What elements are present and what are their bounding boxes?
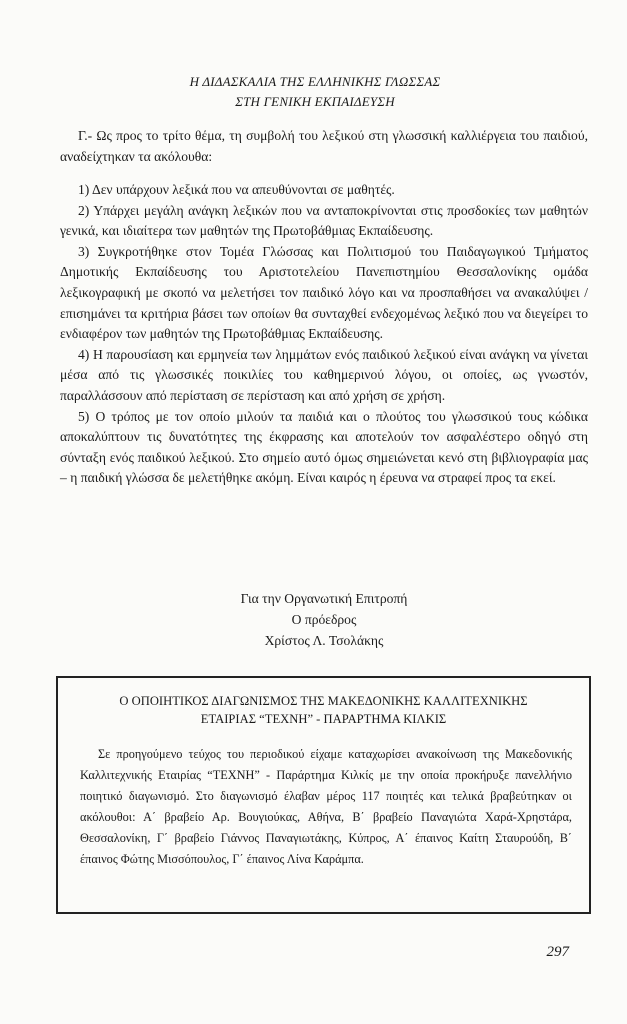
announcement-title-line-2: ΕΤΑΙΡΙΑΣ “ΤΕΧΝΗ” - ΠΑΡΑΡΤΗΜΑ ΚΙΛΚΙΣ bbox=[200, 712, 447, 726]
announcement-box bbox=[56, 676, 591, 914]
signature-role: Ο πρόεδρος bbox=[291, 612, 357, 627]
findings-list bbox=[60, 180, 588, 489]
section-title-line-1: Η ΔΙΔΑΣΚΑΛΙΑ ΤΗΣ ΕΛΛΗΝΙΚΗΣ ΓΛΩΣΣΑΣ bbox=[189, 74, 441, 89]
signature-name: Χρίστος Λ. Τσολάκης bbox=[264, 633, 384, 648]
section-title bbox=[60, 72, 570, 112]
announcement-title bbox=[68, 692, 579, 728]
announcement-title-line-1: Ο ΟΠΟΙΗΤΙΚΟΣ ΔΙΑΓΩΝΙΣΜΟΣ ΤΗΣ ΜΑΚΕΔΟΝΙΚΗΣ ΚΑΛΛΙΤΕΧΝΙΚΗΣ bbox=[119, 694, 528, 708]
page-number: 297 bbox=[546, 944, 569, 960]
intro-paragraph: Γ.- Ως προς το τρίτο θέμα, τη συμβολή του λεξικού στη γλωσσική καλλιέργεια του παιδιού, αναδείχτηκαν τα ακόλουθα: bbox=[60, 128, 588, 164]
signature-committee: Για την Οργανωτική Επιτροπή bbox=[240, 591, 408, 606]
signature-block bbox=[60, 588, 588, 651]
finding-item-3: 3) Συγκροτήθηκε στον Τομέα Γλώσσας και Πολιτισμού του Παιδαγωγικού Τμήματος Δημοτικής Εκπαίδευσης του Αριστοτελείου Πανεπιστημίου Θεσσαλονίκης ομάδα λεξικογραφική με σκοπό να μελετήσει τον παιδικό λόγο και να προσπαθήσει να ανακαλύψει / επισημάνει τα κριτήρια βάσει των οποίων θα συνταχθεί ενδεχομένως λεξικό που να διεγείρει το ενδιαφέρον των μαθητών της Πρωτοβάθμιας Εκπαίδευσης. bbox=[60, 243, 588, 342]
section-title-line-2: ΣΤΗ ΓΕΝΙΚΗ ΕΚΠΑΙΔΕΥΣΗ bbox=[235, 94, 395, 109]
finding-item-1: 1) Δεν υπάρχουν λεξικά που να απευθύνονται σε μαθητές. bbox=[78, 182, 395, 197]
finding-item-4: 4) Η παρουσίαση και ερμηνεία των λημμάτων ενός παιδικού λεξικού είναι ανάγκη να γίνεται μέσα από τις γλωσσικές ποικιλίες του καθημερινού λόγου, οι οποίες, ως γνωστόν, παραλλάσσουν από περίσταση σε περίσταση και από χρήση σε χρήση. bbox=[60, 346, 588, 403]
announcement-body: Σε προηγούμενο τεύχος του περιοδικού είχαμε καταχωρίσει ανακοίνωση της Μακεδονικής Καλλιτεχνικής Εταιρίας “ΤΕΧΝΗ” - Παράρτημα Κιλκίς με την οποία προκήρυξε πανελλήνιο ποιητικό διαγωνισμό. Στο διαγωνισμό έλαβαν μέρος 117 ποιητές και τελικά βραβεύτηκαν οι ακόλουθοι: Α΄ βραβείο Αρ. Βουγιούκας, Αθήνα, Β΄ βραβείο Παναγιώτα Χαρά-Χρηστάρα, Θεσσαλονίκη, Γ΄ βραβείο Γιάννος Παναγιωτάκης, Κύπρος, Α΄ έπαινος Καίτη Σταυρούδη, Β΄ έπαινος Φώτης Μισσόπουλος, Γ΄ έπαινος Λίνα Καράμπα. bbox=[80, 747, 572, 866]
finding-item-5: 5) Ο τρόπος με τον οποίο μιλούν τα παιδιά και ο πλούτος του γλωσσικού τους κώδικα αποκαλύπτουν τις δυνατότητες της έκφρασης και αποτελούν τον ασφαλέστερο οδηγό στη σύνταξη ενός παιδικού λεξικού. Στο σημείο αυτό όμως σημειώνεται κενό στη βιβλιογραφία μας – η παιδική γλώσσα δε μελετήθηκε ακόμη. Είναι καιρός η έρευνα να στραφεί προς τα εκεί. bbox=[60, 408, 588, 486]
finding-item-2: 2) Υπάρχει μεγάλη ανάγκη λεξικών που να ανταποκρίνονται στις προσδοκίες των μαθητών γενικά, και ιδιαίτερα των μαθητών της Πρωτοβάθμιας Εκπαίδευσης. bbox=[60, 202, 588, 239]
